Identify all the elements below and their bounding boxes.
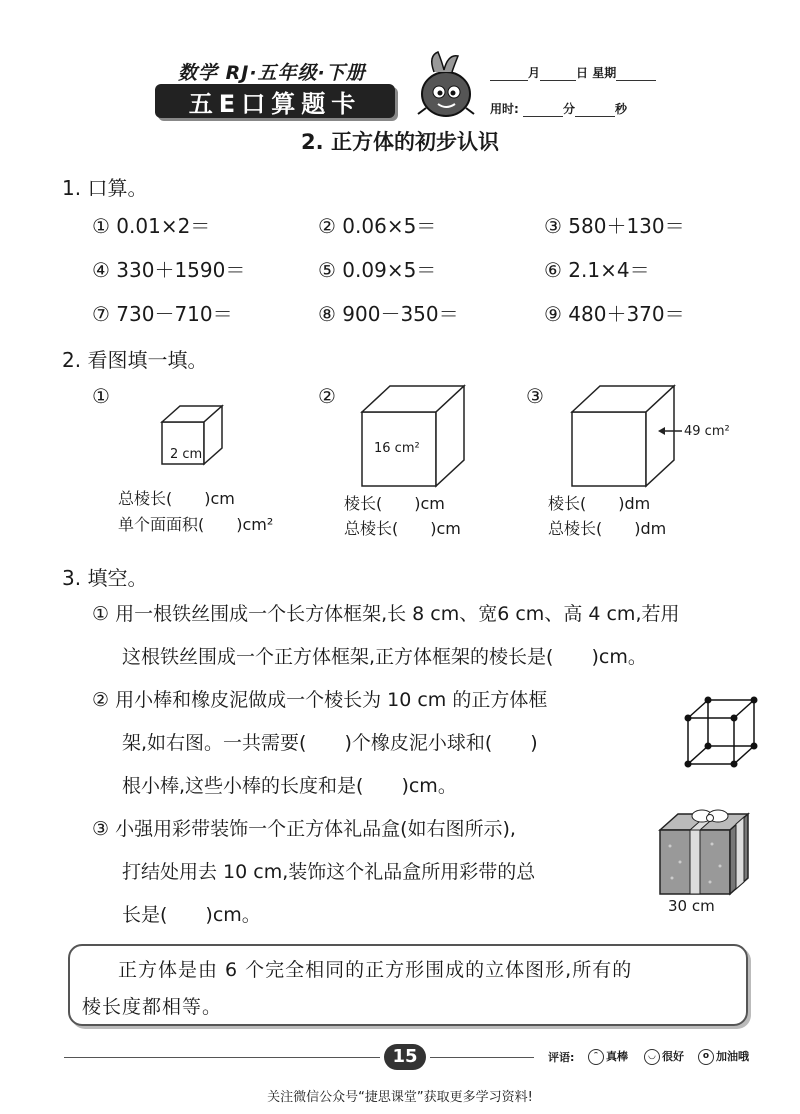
time-label: 用时: xyxy=(490,102,519,116)
problem-1: ① 0.01×2＝ xyxy=(92,214,211,238)
brand-title: 五E口算题卡 xyxy=(155,84,395,118)
fig1-line2: 单个面面积( )cm² xyxy=(118,515,274,534)
weekday-label: 星期 xyxy=(592,66,617,80)
second-label: 秒 xyxy=(615,102,628,116)
fig1-line1: 总棱长( )cm xyxy=(118,489,235,508)
section3-heading: 3. 填空。 xyxy=(62,566,148,590)
date-fields xyxy=(490,64,656,81)
q2-line1: ② 用小棒和橡皮泥做成一个棱长为 10 cm 的正方体框 xyxy=(92,689,548,711)
fig3-line2: 总棱长( )dm xyxy=(548,519,667,538)
page-number: 15 xyxy=(384,1044,426,1070)
day-label: 日 xyxy=(576,66,589,80)
q2-line3: 根小棒,这些小棒的长度和是( )cm。 xyxy=(122,775,457,797)
brand-subtitle: 数学 RJ·五年级·下册 xyxy=(178,62,366,84)
page-title: 2. 正方体的初步认识 xyxy=(301,130,499,154)
fig2-dimension: 16 cm² xyxy=(374,441,420,456)
q1-line2: 这根铁丝围成一个正方体框架,正方体框架的棱长是( )cm。 xyxy=(122,646,647,668)
smile-face-icon: ◡ xyxy=(644,1049,660,1065)
cheer-face-icon: o xyxy=(698,1049,714,1065)
fig2-line2: 总棱长( )cm xyxy=(344,519,461,538)
summary-line1: 正方体是由 6 个完全相同的正方形围成的立体图形,所有的 xyxy=(118,959,633,981)
rating-option-2[interactable]: ◡ 很好 xyxy=(644,1048,684,1065)
fig2-line1: 棱长( )cm xyxy=(344,494,445,513)
fig1-dimension: 2 cm xyxy=(170,447,203,462)
cube-medium xyxy=(360,384,466,488)
rating-label: 评语: xyxy=(548,1051,575,1064)
problem-5: ⑤ 0.09×5＝ xyxy=(318,258,437,282)
problem-9: ⑨ 480＋370＝ xyxy=(544,302,685,326)
q3-line2: 打结处用去 10 cm,装饰这个礼品盒所用彩带的总 xyxy=(122,861,536,883)
fig1-number: ① xyxy=(92,384,110,408)
fig2-number: ② xyxy=(318,384,336,408)
footer-divider-left xyxy=(64,1057,380,1058)
section2-heading: 2. 看图填一填。 xyxy=(62,348,208,372)
day-blank[interactable] xyxy=(540,68,576,81)
minute-blank[interactable] xyxy=(523,104,563,117)
cube-frame-diagram xyxy=(682,694,760,772)
minute-label: 分 xyxy=(563,102,576,116)
fig3-line1: 棱长( )dm xyxy=(548,494,651,513)
grin-face-icon: ᵔ xyxy=(588,1049,604,1065)
section1-heading: 1. 口算。 xyxy=(62,176,148,200)
q1-line1: ① 用一根铁丝围成一个长方体框架,长 8 cm、宽6 cm、高 4 cm,若用 xyxy=(92,603,680,625)
q3-line1: ③ 小强用彩带装饰一个正方体礼品盒(如右图所示), xyxy=(92,818,516,840)
rating-option-1[interactable]: ᵔ 真棒 xyxy=(588,1048,628,1065)
arrow-icon xyxy=(656,424,684,438)
problem-4: ④ 330＋1590＝ xyxy=(92,258,246,282)
footer-divider-right xyxy=(430,1057,534,1058)
fig3-number: ③ xyxy=(526,384,544,408)
gift-dimension: 30 cm xyxy=(668,897,715,915)
weekday-blank[interactable] xyxy=(616,68,656,81)
rating-option-3[interactable]: o 加油哦 xyxy=(698,1048,749,1065)
month-label: 月 xyxy=(528,66,541,80)
summary-line2: 棱长度都相等。 xyxy=(82,996,223,1018)
time-fields xyxy=(490,100,627,117)
problem-3: ③ 580＋130＝ xyxy=(544,214,685,238)
footer-note: 关注微信公众号“捷思课堂”获取更多学习资料! xyxy=(267,1090,533,1105)
mascot-icon xyxy=(408,48,486,126)
problem-8: ⑧ 900－350＝ xyxy=(318,302,459,326)
q2-line2: 架,如右图。一共需要( )个橡皮泥小球和( ) xyxy=(122,732,538,754)
gift-box-icon xyxy=(656,806,752,898)
fig3-dimension: 49 cm² xyxy=(684,424,730,439)
problem-2: ② 0.06×5＝ xyxy=(318,214,437,238)
second-blank[interactable] xyxy=(575,104,615,117)
month-blank[interactable] xyxy=(490,68,528,81)
problem-6: ⑥ 2.1×4＝ xyxy=(544,258,650,282)
problem-7: ⑦ 730－710＝ xyxy=(92,302,233,326)
q3-line3: 长是( )cm。 xyxy=(122,904,261,926)
